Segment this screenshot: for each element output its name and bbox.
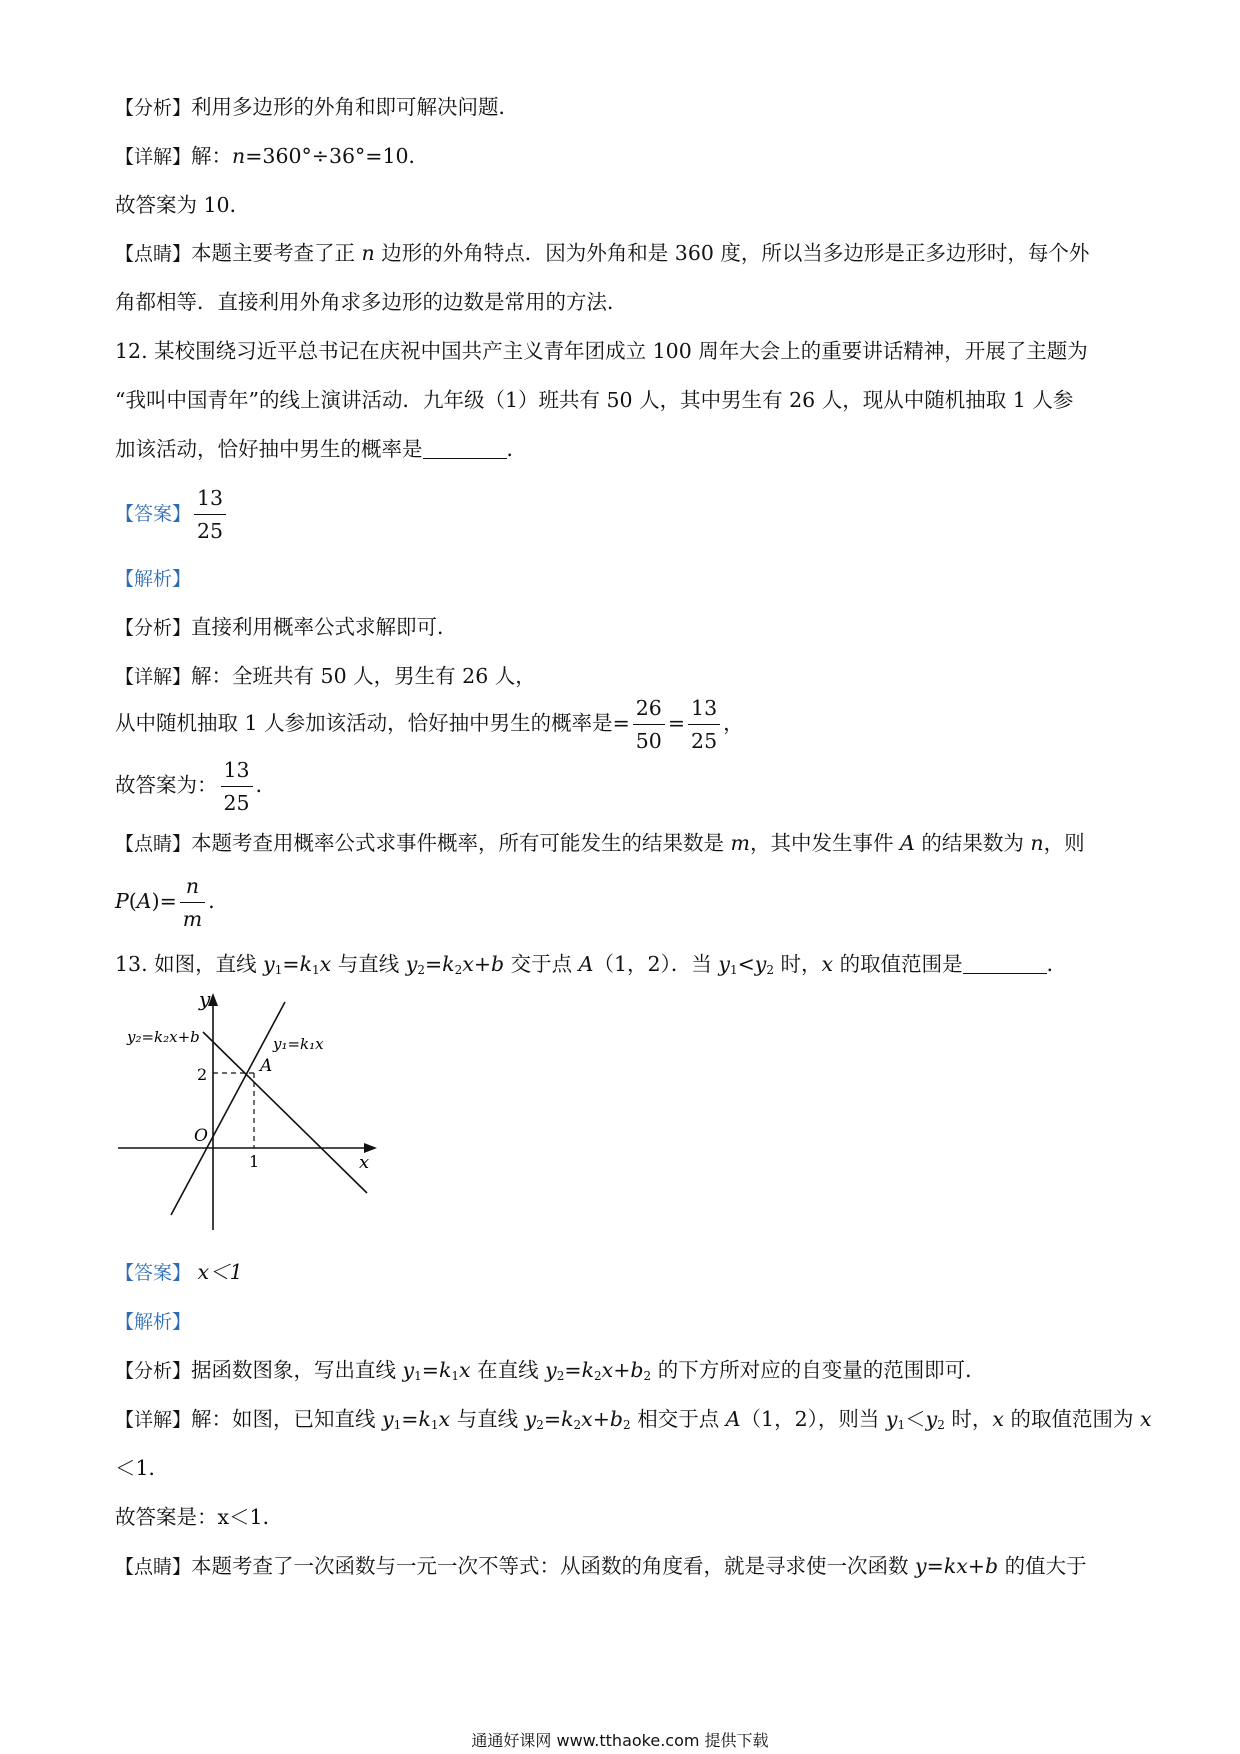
label-y: y	[199, 990, 211, 1011]
page-footer: 通通好课网 www.tthaoke.com 提供下载	[471, 1731, 769, 1750]
answer-blank	[963, 951, 1047, 974]
label-line2: y₂=k₂x+b	[127, 1028, 200, 1046]
tick-x-1: 1	[249, 1152, 260, 1171]
fraction-26-50: $\frac{26}{50}$	[633, 694, 665, 755]
q12-analysis: 【分析】直接利用概率公式求解即可．	[115, 615, 458, 639]
formula-fraction: $\frac{n}{m}$	[180, 872, 205, 933]
q12-explanation-tag: 【解析】	[115, 568, 192, 590]
q12-probability: 从中随机抽取 1 人参加该活动，恰好抽中男生的概率是= $\frac{26}{50}$ = $\frac{13}{25}$ ，	[115, 696, 744, 753]
q13-conclusion: 故答案是：x＜1．	[115, 1505, 284, 1529]
label-o: O	[194, 1126, 208, 1146]
q12-answer: 【答案】 $\frac{13}{25}$	[115, 484, 229, 545]
q11-comment-line2: 角都相等．直接利用外角求多边形的边数是常用的方法．	[115, 290, 628, 314]
q13-comment: 【点睛】本题考查了一次函数与一元一次不等式：从函数的角度看，就是寻求使一次函数 y=kx+b 的值大于	[115, 1554, 1087, 1578]
q13-explanation-tag: 【解析】	[115, 1311, 192, 1333]
q12-question-line1: 12. 某校围绕习近平总书记在庆祝中国共产主义青年团成立 100 周年大会上的重要讲话精神，开展了主题为	[115, 339, 1088, 363]
q12-question-line2: “我叫中国青年”的线上演讲活动．九年级（1）班共有 50 人，其中男生有 26 人，现从中随机抽取 1 人参	[115, 388, 1074, 412]
tick-y-2: 2	[197, 1065, 208, 1084]
answer-blank	[423, 436, 507, 459]
q12-detail: 【详解】解：全班共有 50 人，男生有 26 人，	[115, 664, 536, 688]
q12-comment: 【点睛】本题考查用概率公式求事件概率，所有可能发生的结果数是 m，其中发生事件 A 的结果数为 n，则	[115, 831, 1085, 855]
line-y2	[203, 1032, 370, 1193]
conclusion-fraction: $\frac{13}{25}$	[221, 756, 253, 817]
answer-fraction: $\frac{13}{25}$	[194, 484, 226, 545]
q11-comment: 【点睛】本题主要考查了正 n 边形的外角特点．因为外角和是 360 度，所以当多边形是正多边形时，每个外	[115, 241, 1090, 265]
q13-answer: 【答案】 x＜1	[115, 1260, 243, 1284]
q11-detail: 【详解】解：n=360°÷36°=10．	[115, 144, 430, 168]
fraction-13-25: $\frac{13}{25}$	[688, 694, 720, 755]
q12-question-line3: 加该活动，恰好抽中男生的概率是 ．	[115, 437, 527, 461]
q11-analysis: 【分析】利用多边形的外角和即可解决问题．	[115, 95, 520, 119]
q13-question: 13. 如图，直线 $y_1=k_1x$ 与直线 $y_2=k_2x+b$ 交于点 A（1，2）．当 $y_1<y_2$ 时，x 的取值范围是 ．	[115, 952, 1068, 977]
label-x: x	[359, 1152, 370, 1173]
q12-conclusion: 故答案为： $\frac{13}{25}$ ．	[115, 758, 277, 815]
q11-conclusion: 故答案为 10．	[115, 193, 251, 217]
q13-detail: 【详解】解：如图，已知直线 $y_1=k_1x$ 与直线 $y_2=k_2x+b_2$ 相交于点 A（1，2），则当 $y_1<y_2$ 时，x 的取值范围为 x	[115, 1407, 1152, 1432]
q13-detail-line2: ＜1．	[115, 1456, 170, 1480]
function-graph	[115, 990, 385, 1235]
q13-analysis: 【分析】据函数图象，写出直线 $y_1=k_1x$ 在直线 $y_2=k_2x+b_2$ 的下方所对应的自变量的范围即可．	[115, 1358, 986, 1383]
q12-formula: P(A)= $\frac{n}{m}$ ．	[115, 874, 229, 931]
label-line1: y₁=k₁x	[273, 1035, 324, 1053]
label-a: A	[260, 1056, 273, 1076]
